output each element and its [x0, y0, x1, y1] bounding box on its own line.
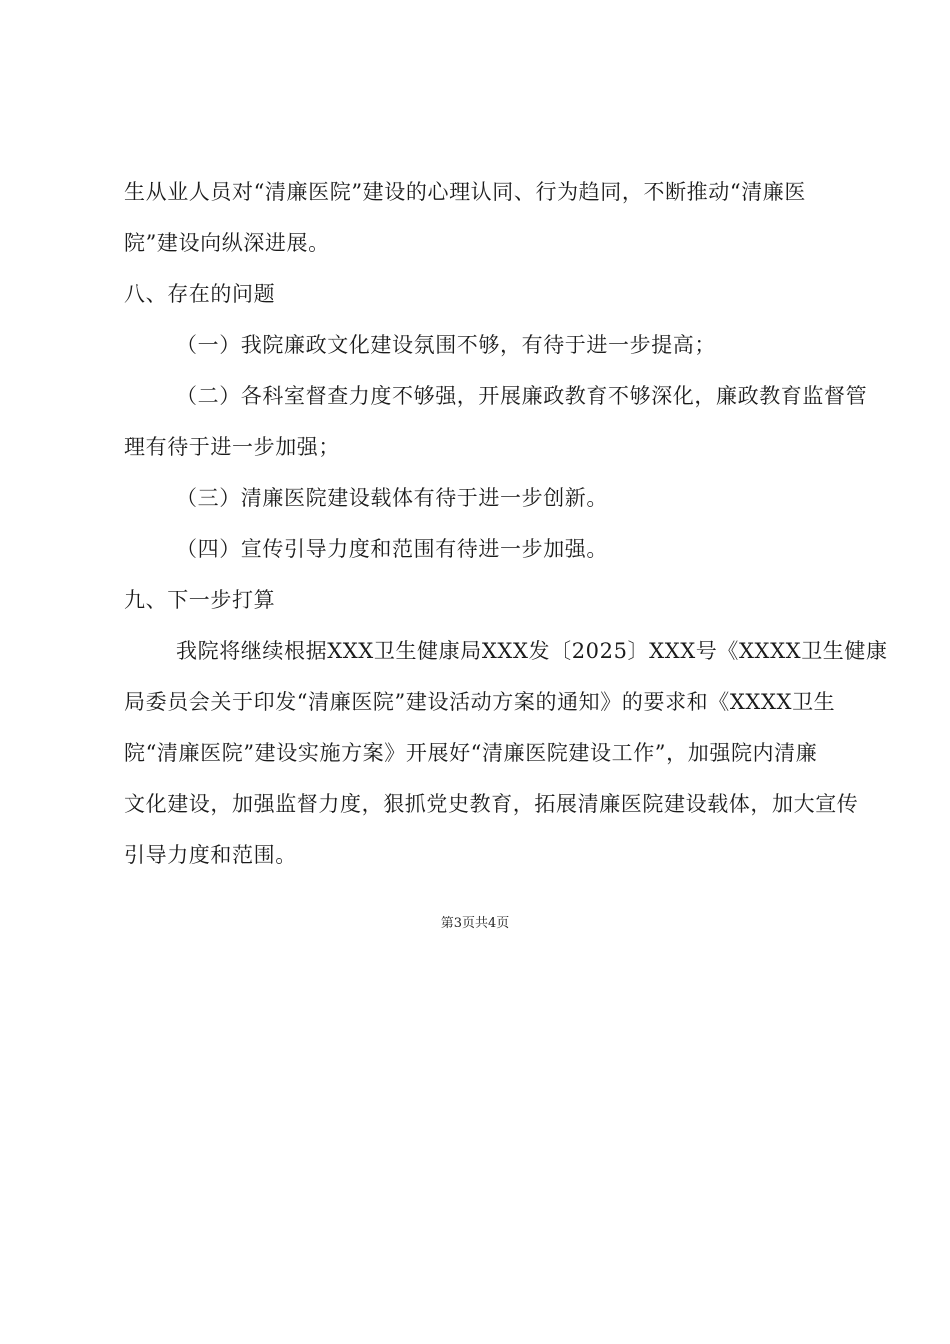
paragraph-line: 引导力度和范围。	[124, 843, 297, 867]
paragraph-line: 院“清廉医院”建设实施方案》开展好“清廉医院建设工作”，加强院内清廉	[124, 741, 818, 765]
page-number-footer: 第3页共4页	[440, 916, 510, 931]
paragraph-line: 院”建设向纵深进展。	[124, 231, 330, 255]
list-item: （二）各科室督查力度不够强，开展廉政教育不够深化，廉政教育监督管	[176, 384, 868, 408]
list-item: （一）我院廉政文化建设氛围不够，有待于进一步提高；	[176, 333, 716, 357]
paragraph-line: 文化建设，加强监督力度，狠抓党史教育，拓展清廉医院建设载体，加大宣传	[124, 792, 859, 816]
section-heading-next-steps: 九、下一步打算	[124, 588, 276, 612]
paragraph-line: 生从业人员对“清廉医院”建设的心理认同、行为趋同，不断推动“清廉医	[124, 180, 807, 204]
list-item: （四）宣传引导力度和范围有待进一步加强。	[176, 537, 608, 561]
section-heading-problems: 八、存在的问题	[124, 282, 276, 306]
paragraph-line: 局委员会关于印发“清廉医院”建设活动方案的通知》的要求和《XXXX卫生	[124, 690, 836, 714]
list-item: （三）清廉医院建设载体有待于进一步创新。	[176, 486, 608, 510]
list-item-continuation: 理有待于进一步加强；	[124, 435, 340, 459]
paragraph-line: 我院将继续根据XXX卫生健康局XXX发〔2025〕XXX号《XXXX卫生健康	[176, 639, 888, 663]
